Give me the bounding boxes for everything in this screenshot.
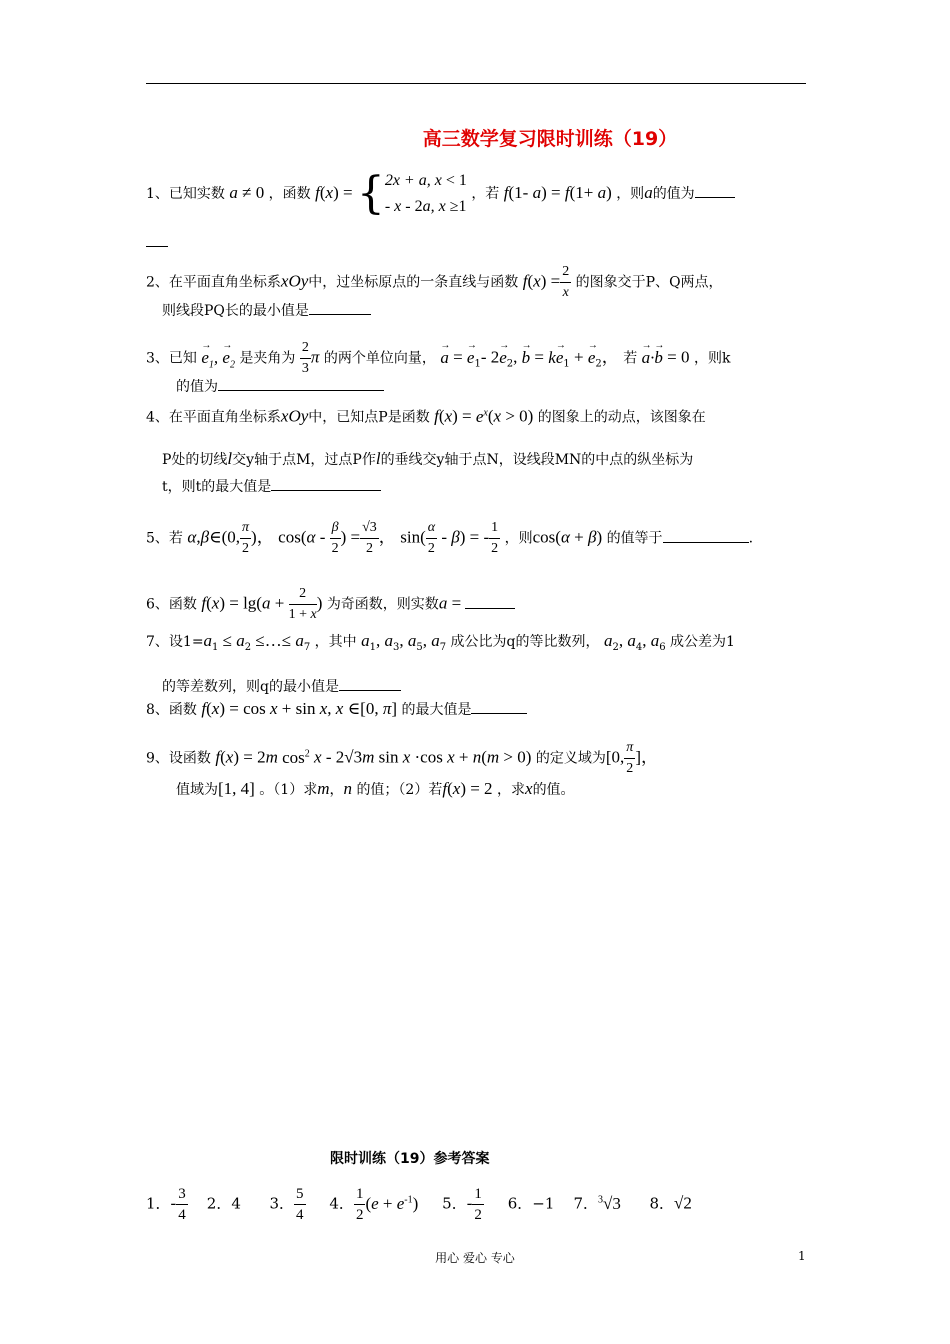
question-1: 1、已知实数 a ≠ 0 ，函数 f(x) = {2x + a, x < 1 - x - 2a, x ≥1 ，若 f(1- a) = f(1+ a) ，则a的值为 [146, 168, 735, 220]
page-number: 1 [798, 1249, 806, 1263]
question-8: 8、函数 f(x) = cos x + sin x, x ∈[0, π] 的最大值是 [146, 698, 527, 721]
answers-line: 1．- $\frac{3}{4}$ 2．4 3． $\frac{5}{4}$ 4． $\frac{1}{2}$ $(e + e^{-1})$ 5．- $\frac{1}{2}$ 6．−1 7．$^3$√3 8．√2 [146, 1186, 692, 1223]
question-4-line3: t，则t的最大值是 [162, 476, 381, 498]
question-3: 3、已知 → $e_1$, → $e_2$ 是夹角为 $\frac{2}{3}$ π 的两个单位向量， → a = → $e_1-$ $2\to e_2$, → $b = k\to e_1$ + → $e_2$， 若 → a·→ b = 0 ，则k [146, 338, 730, 379]
question-4: 4、在平面直角坐标系xOy中，已知点P是函数 $f(x) = e^x(x > 0)$ 的图象上的动点，该图象在 [146, 406, 706, 426]
question-9-line2: 值域为[1, 4] 。（1）求m，n 的值；（2）若f(x) = 2 ，求x的值。 [176, 779, 575, 798]
question-2: 2、在平面直角坐标系xOy中，过坐标原点的一条直线与函数 f(x) = $\frac{2}{x}$ 的图象交于P、Q两点， [146, 264, 723, 300]
question-9: 9、设函数 f(x) = 2m $\cos^2 x - 2√3m$ sin x ·cos x + n(m > 0) 的定义域为[0, $\frac{\pi}{2}$ ]， [146, 740, 658, 776]
header-rule [146, 83, 806, 84]
page-title: 高三数学复习限时训练（19） [422, 128, 678, 150]
question-7: 7、设$1=a_1 \le a_2$ ≤…≤ $a_7$ ，其中 $a_1$, $a_3$, $a_5$, $a_7$ 成公比为q的等比数列， $a_2$, $a_4$, $a_6$ 成公差为1 [146, 631, 735, 653]
page-footer: 用心 爱心 专心 [435, 1251, 515, 1265]
question-7-line2: 的等差数列，则q的最小值是 [162, 676, 401, 698]
question-5: 5、若 α,β∈(0, $\frac{\pi}{2}$ )， cos(α - $\frac{\beta}{2}$ ) = $\frac{√3}{2}$ ， sin( $\frac{\alpha}{2}$ - β) = - $\frac{1}{2}$ ，则cos(α + β) 的值等于 . [146, 520, 754, 556]
question-6: 6、函数 f(x) = lg(a + $\frac{2}{1 + x}$ ) 为奇函数，则实数a = [146, 584, 515, 625]
question-2-line2: 则线段PQ长的最小值是 [162, 300, 371, 322]
question-4-line2: P处的切线l交y轴于点M，过点P作l的垂线交y轴于点N，设线段MN的中点的纵坐标为 [162, 449, 694, 468]
question-3-line2: 的值为 [176, 376, 384, 398]
answers-title: 限时训练（19）参考答案 [330, 1151, 490, 1167]
question-1-blank-cont [146, 232, 168, 254]
